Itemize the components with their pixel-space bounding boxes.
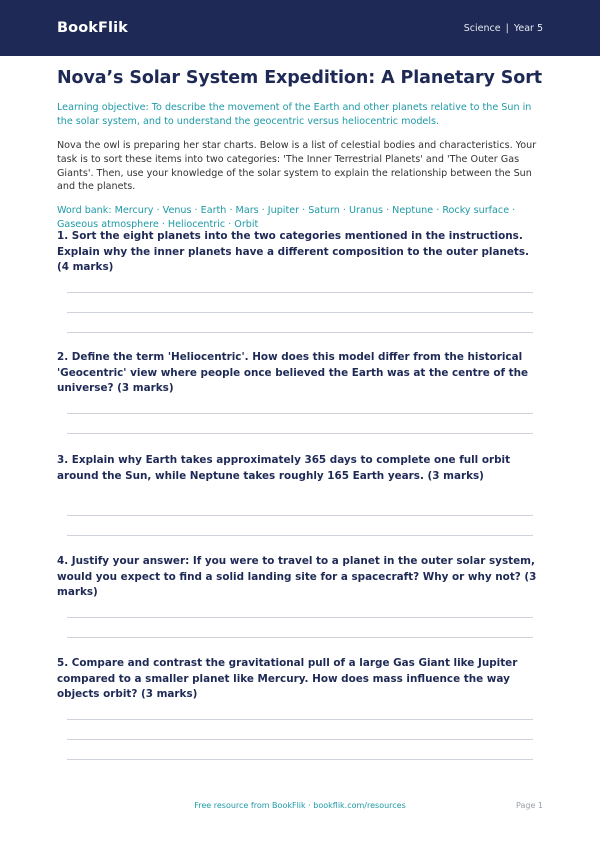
tag-separator: | — [505, 22, 509, 34]
answer-line[interactable] — [67, 719, 533, 720]
page-number: Page 1 — [516, 801, 543, 810]
instructions-text: Nova the owl is preparing her star charts. Below is a list of celestial bodies and characteristics. Your task is to sort these items into two categories: 'The Inner Terrestrial Planets' and 'The Outer Gas Giants'. Then, use your knowledge of the solar system to explain the relationship between the Sun and the planets. — [57, 139, 537, 193]
footer-resource-link[interactable]: Free resource from BookFlik · bookflik.com/resources — [194, 801, 406, 810]
answer-line[interactable] — [67, 312, 533, 313]
learning-objective: Learning objective: To describe the movement of the Earth and other planets relative to the Sun in the solar system, and to understand the geocentric versus heliocentric models. — [57, 101, 532, 127]
answer-line[interactable] — [67, 535, 533, 536]
question-1: 1. Sort the eight planets into the two categories mentioned in the instructions. Explain why the inner planets have a different composition to the outer planets. (4 marks) — [57, 230, 529, 274]
question-4: 4. Justify your answer: If you were to travel to a planet in the outer solar system, would you expect to find a solid landing site for a spacecraft? Why or why not? (3 marks) — [57, 555, 537, 599]
worksheet-title: Nova’s Solar System Expedition: A Planetary Sort — [57, 68, 543, 88]
question-2: 2. Define the term 'Heliocentric'. How does this model differ from the historical 'Geocentric' view where people once believed the Earth was at the centre of the universe? (3 marks) — [57, 351, 529, 395]
subject-year-tag — [464, 23, 543, 34]
year-label: Year 5 — [513, 22, 543, 34]
page-footer — [0, 801, 600, 815]
subject-label: Science — [463, 22, 501, 34]
answer-line[interactable] — [67, 292, 533, 293]
answer-line[interactable] — [67, 332, 533, 333]
answer-line[interactable] — [67, 413, 533, 414]
question-5: 5. Compare and contrast the gravitational pull of a large Gas Giant like Jupiter compared to a smaller planet like Mercury. How does mass influence the way objects orbit? (3 marks) — [57, 657, 518, 701]
answer-line[interactable] — [67, 637, 533, 638]
brand-logo-text: BookFlik — [57, 20, 128, 36]
answer-line[interactable] — [67, 617, 533, 618]
answer-line[interactable] — [67, 433, 533, 434]
answer-line[interactable] — [67, 759, 533, 760]
answer-line[interactable] — [67, 515, 533, 516]
answer-line[interactable] — [67, 739, 533, 740]
question-3: 3. Explain why Earth takes approximately 365 days to complete one full orbit around the Sun, while Neptune takes roughly 165 Earth years. (3 marks) — [57, 454, 511, 482]
worksheet-intro — [0, 68, 600, 232]
word-bank: Word bank: Mercury · Venus · Earth · Mars · Jupiter · Saturn · Uranus · Neptune · Rocky surface · Gaseous atmosphere · Heliocentric · Orbit — [57, 205, 516, 231]
page-header — [0, 0, 600, 56]
